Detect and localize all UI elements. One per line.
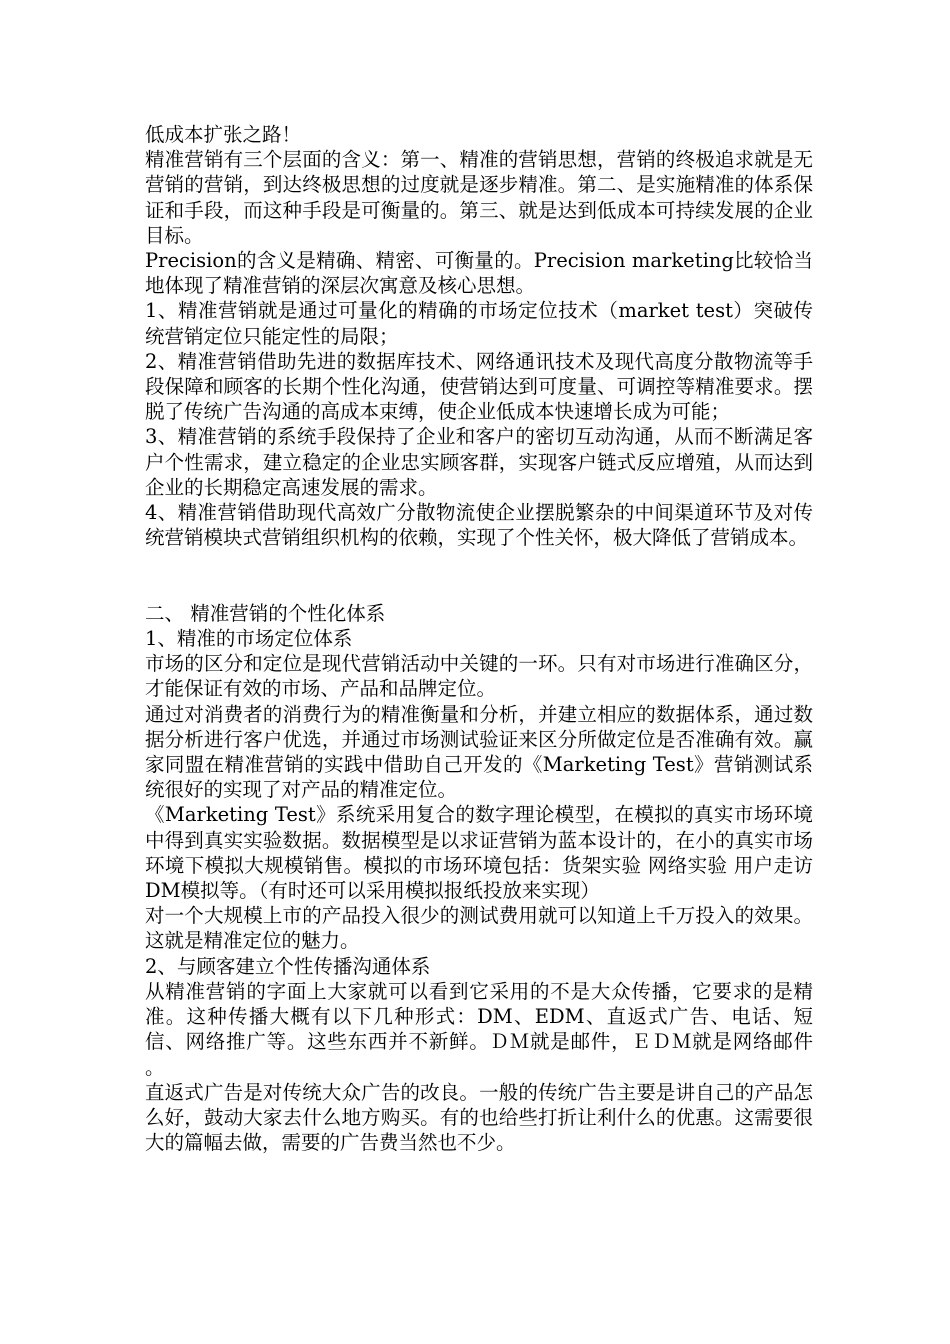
document-body [145,122,813,1155]
paragraph-point-4: 4、精准营销借助现代高效广分散物流使企业摆脱繁杂的中间渠道环节及对传统营销模块式营销组织机构的依赖，实现了个性关怀，极大降低了营销成本。 [145,501,813,550]
paragraph-point-3: 3、精准营销的系统手段保持了企业和客户的密切互动沟通，从而不断满足客户个性需求，建立稳定的企业忠实顾客群，实现客户链式反应增殖，从而达到企业的长期稳定高速发展的需求。 [145,425,813,499]
paragraph-point-1: 1、精准营销就是通过可量化的精确的市场定位技术（market test）突破传统营销定位只能定性的局限； [145,299,813,348]
section-heading-personalized-system: 二、 精准营销的个性化体系 [145,601,386,625]
paragraph-market-segmentation: 市场的区分和定位是现代营销活动中关键的一环。只有对市场进行准确区分，才能保证有效的市场、产品和品牌定位。 [145,652,813,701]
subheading-communication-system: 2、与顾客建立个性传播沟通体系 [145,954,431,978]
paragraph-test-cost: 对一个大规模上市的产品投入很少的测试费用就可以知道上千万投入的效果。这就是精准定位的魅力。 [145,904,813,953]
paragraph-marketing-test-system: 《Marketing Test》系统采用复合的数字理论模型，在模拟的真实市场环境中得到真实实验数据。数据模型是以求证营销为蓝本设计的，在小的真实市场环境下模拟大规模销售。模拟的市场环境包括：货架实验 网络实验 用户走访 DM模拟等。（有时还可以采用模拟报纸投放来实现） [145,803,813,903]
paragraph-consumer-analysis: 通过对消费者的消费行为的精准衡量和分析，并建立相应的数据体系，通过数据分析进行客户优选，并通过市场测试验证来区分所做定位是否准确有效。赢家同盟在精准营销的实践中借助自己开发的《Marketing Test》营销测试系统很好的实现了对产品的精准定位。 [145,702,813,802]
section-spacer [145,550,813,600]
paragraph-point-2: 2、精准营销借助先进的数据库技术、网络通讯技术及现代高度分散物流等手段保障和顾客的长期个性化沟通，使营销达到可度量、可调控等精准要求。摆脱了传统广告沟通的高成本束缚，使企业低成本快速增长成为可能； [145,349,813,424]
paragraph-communication-forms: 从精准营销的字面上大家就可以看到它采用的不是大众传播，它要求的是精准。这种传播大概有以下几种形式：DM、EDM、直返式广告、电话、短信、网络推广等。这些东西并不新鲜。ＤＭ就是邮件，ＥＤＭ就是网络邮件 。 [145,979,813,1079]
paragraph-three-levels: 精准营销有三个层面的含义：第一、精准的营销思想，营销的终极追求就是无营销的营销，到达终极思想的过度就是逐步精准。第二、是实施精准的体系保证和手段，而这种手段是可衡量的。第三、就是达到低成本可持续发展的企业目标。 [145,148,813,247]
paragraph-direct-response-ads: 直返式广告是对传统大众广告的改良。一般的传统广告主要是讲自己的产品怎么好，鼓动大家去什么地方购买。有的也给些打折让利什么的优惠。这需要很大的篇幅去做，需要的广告费当然也不少。 [145,1080,813,1155]
subheading-market-positioning: 1、精准的市场定位体系 [145,627,353,651]
paragraph-intro-line: 低成本扩张之路！ [145,123,302,146]
paragraph-precision-meaning: Precision的含义是精确、精密、可衡量的。Precision marketing比较恰当地体现了精准营销的深层次寓意及核心思想。 [145,249,813,298]
